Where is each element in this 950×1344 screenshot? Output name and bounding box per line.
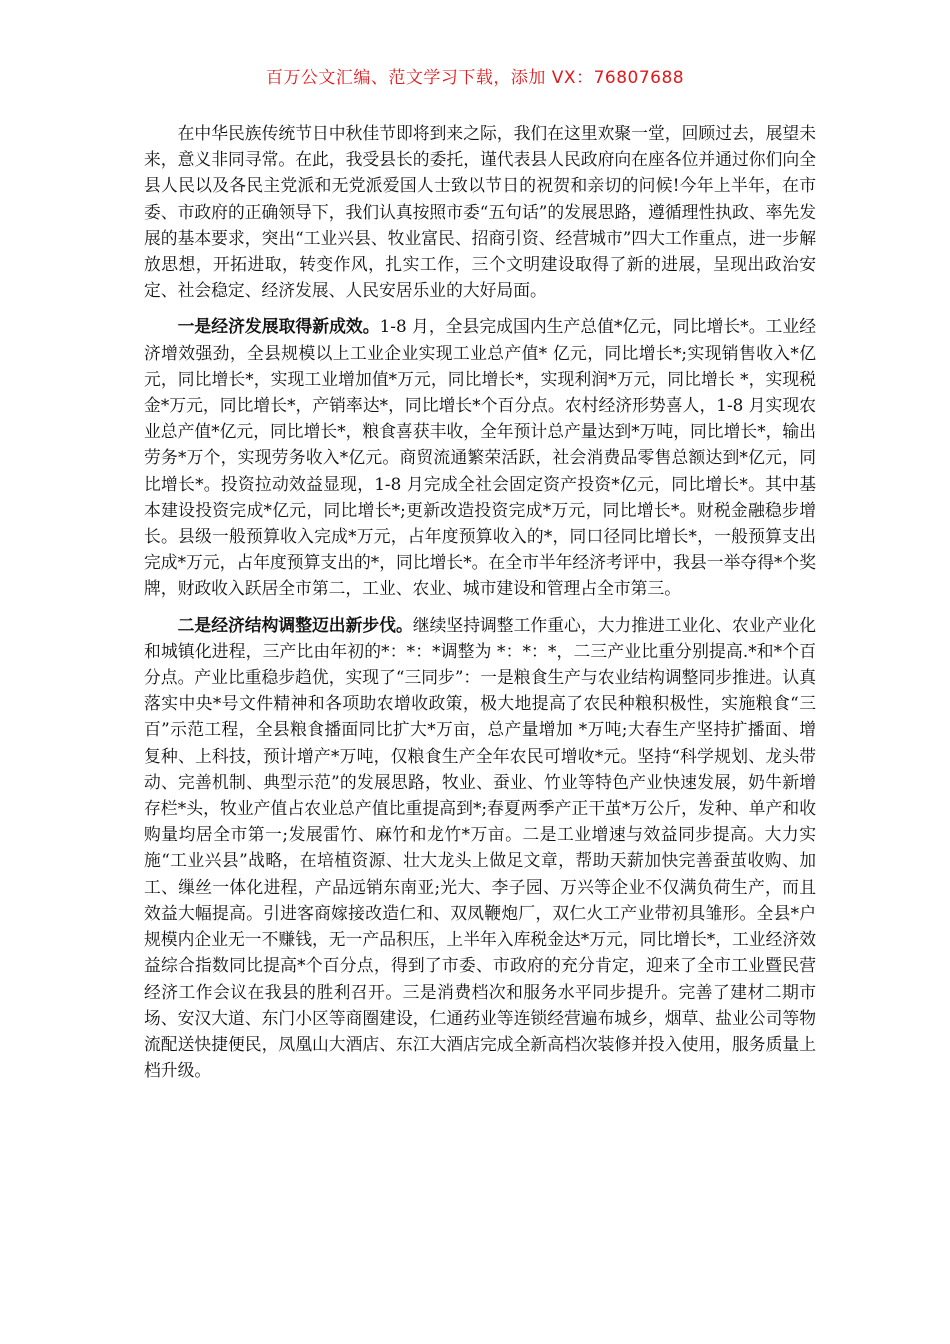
header-banner: 百万公文汇编、范文学习下载，添加 VX：76807688 [265,68,685,88]
paragraph-text: 继续坚持调整工作重心，大力推进工业化、农业产业化和城镇化进程，三产比由年初的*：*：*调整为 *：*：*，二三产业比重分别提高.*和*个百分点。产业比重稳步趋优，实现了“三同步”：一是粮食生产与农业结构调整同步推进。认真落实中央*号文件精神和各项助农增收政策，极大地提高了农民种粮积极性，实施粮食“三百”示范工程，全县粮食播面同比扩大*万亩，总产量增加 *万吨;大春生产坚持扩播面、增复种、上科技，预计增产*万吨，仅粮食生产全年农民可增收*元。坚持“科学规划、龙头带动、完善机制、典型示范”的发展思路，牧业、蚕业、竹业等特色产业快速发展，奶牛新增存栏*头，牧业产值占农业总产值比重提高到*;春夏两季产正干茧*万公斤，发种、单产和收购量均居全市第一;发展雷竹、麻竹和龙竹*万亩。二是工业增速与效益同步提高。大力实施“工业兴县”战略，在培植资源、壮大龙头上做足文章，帮助天薪加快完善蚕茧收购、加工、缫丝一体化进程，产品远销东南亚;光大、李子园、万兴等企业不仅满负荷生产，而且效益大幅提高。引进客商嫁接改造仁和、双凤鞭炮厂，双仁火工产业带初具雏形。全县*户规模内企业无一不赚钱，无一产品积压，上半年入库税金达*万元，同比增长*，工业经济效益综合指数同比提高*个百分点，得到了市委、市政府的充分肯定，迎来了全市工业暨民营经济工作会议在我县的胜利召开。三是消费档次和服务水平同步提升。完善了建材二期市场、安汉大道、东门小区等商圈建设，仁通药业等连锁经营遍布城乡，烟草、盐业公司等物流配送快捷便民，凤凰山大酒店、东江大酒店完成全新高档次装修并投入使用，服务质量上档升级。 [144,614,816,1081]
paragraph-structural-adjustment [144,612,816,1084]
paragraph-intro [144,120,816,303]
paragraph-lead: 一是经济发展取得新成效。 [177,316,380,337]
paragraph-economic-growth [144,313,816,601]
paragraph-lead: 二是经济结构调整迈出新步伐。 [177,614,413,635]
paragraph-text: 在中华民族传统节日中秋佳节即将到来之际，我们在这里欢聚一堂，回顾过去，展望未来，意义非同寻常。在此，我受县长的委托，谨代表县人民政府向在座各位并通过你们向全县人民以及各民主党派和无党派爱国人士致以节日的祝贺和亲切的问候!今年上半年，在市委、市政府的正确领导下，我们认真按照市委“五句话”的发展思路，遵循理性执政、率先发展的基本要求，突出“工业兴县、牧业富民、招商引资、经营城市”四大工作重点，进一步解放思想，开拓进取，转变作风，扎实工作，三个文明建设取得了新的进展，呈现出政治安定、社会稳定、经济发展、人民安居乐业的大好局面。 [144,123,816,301]
document-body [144,120,816,1093]
paragraph-text: 1-8 月，全县完成国内生产总值*亿元，同比增长*。工业经济增效强劲，全县规模以上工业企业实现工业总产值* 亿元，同比增长*;实现销售收入*亿元，同比增长*，实现工业增加值*万元，同比增长*，实现利润*万元，同比增长 *，实现税金*万元，同比增长*，产销率达*，同比增长*个百分点。农村经济形势喜人，1-8 月实现农业总产值*亿元，同比增长*，粮食喜获丰收，全年预计总产量达到*万吨，同比增长*，输出劳务*万个，实现劳务收入*亿元。商贸流通繁荣活跃，社会消费品零售总额达到*亿元，同比增长*。投资拉动效益显现，1-8 月完成全社会固定资产投资*亿元，同比增长*。其中基本建设投资完成*亿元，同比增长*;更新改造投资完成*万元，同比增长*。财税金融稳步增长。县级一般预算收入完成*万元，占年度预算收入的*，同口径同比增长*，一般预算支出完成*万元，占年度预算支出的*，同比增长*。在全市半年经济考评中，我县一举夺得*个奖牌，财政收入跃居全市第二，工业、农业、城市建设和管理占全市第三。 [144,316,816,599]
